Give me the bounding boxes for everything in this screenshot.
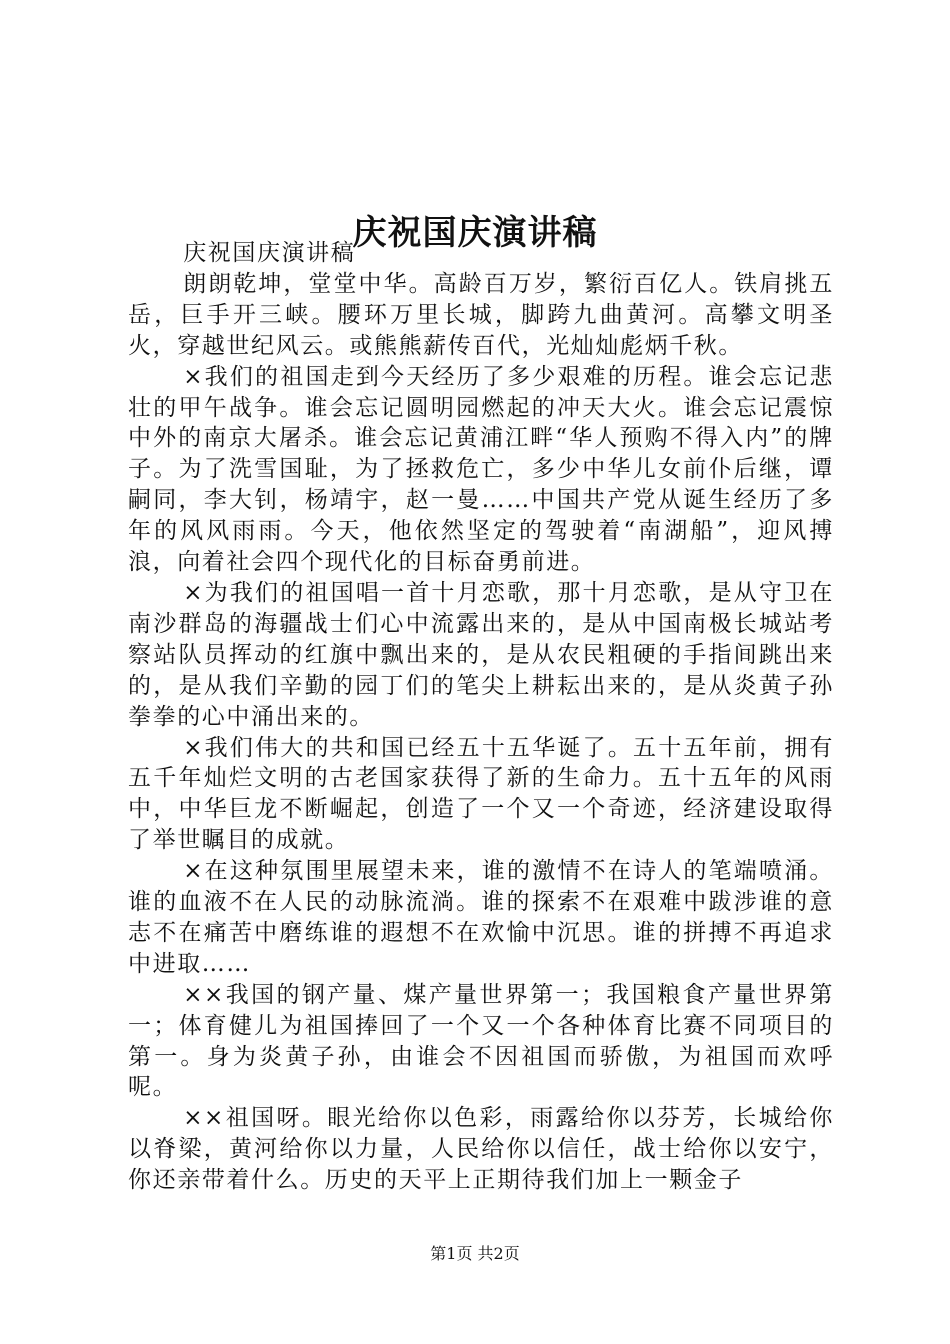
document-title: 庆祝国庆演讲稿 [352, 212, 598, 253]
paragraph: ××我国的钢产量、煤产量世界第一；我国粮食产量世界第一；体育健儿为祖国捧回了一个又一个各种体育比赛不同项目的第一。身为炎黄子孙，由谁会不因祖国而骄傲，为祖国而欢呼呢。 [128, 981, 834, 1101]
paragraph-subtitle: 庆祝国庆演讲稿 [183, 240, 356, 266]
paragraph: ××祖国呀。眼光给你以色彩，雨露给你以芬芳，长城给你以脊梁，黄河给你以力量，人民给你以信任，战士给你以安宁，你还亲带着什么。历史的天平上正期待我们加上一颗金子 [128, 1105, 834, 1194]
paragraph: ×在这种氛围里展望未来，谁的激情不在诗人的笔端喷涌。谁的血液不在人民的动脉流淌。谁的探索不在艰难中跋涉谁的意志不在痛苦中磨练谁的遐想不在欢愉中沉思。谁的拼搏不再追求中进取…… [128, 858, 834, 977]
page-footer: 第1页 共2页 [430, 1244, 520, 1263]
paragraph: ×我们的祖国走到今天经历了多少艰难的历程。谁会忘记悲壮的甲午战争。谁会忘记圆明园燃起的冲天大火。谁会忘记震惊中外的南京大屠杀。谁会忘记黄浦江畔“华人预购不得入内”的牌子。为了洗雪国耻，为了拯救危亡，多少中华儿女前仆后继，谭嗣同，李大钊，杨靖宇，赵一曼……中国共产党从诞生经历了多年的风风雨雨。今天，他依然坚定的驾驶着“南湖船”，迎风搏浪，向着社会四个现代化的目标奋勇前进。 [128, 363, 834, 576]
paragraph: ×为我们的祖国唱一首十月恋歌，那十月恋歌，是从守卫在南沙群岛的海疆战士们心中流露出来的，是从中国南极长城站考察站队员挥动的红旗中飘出来的，是从农民粗硬的手指间跳出来的，是从我们辛勤的园丁们的笔尖上耕耘出来的，是从炎黄子孙拳拳的心中涌出来的。 [128, 579, 834, 730]
paragraph: ×我们伟大的共和国已经五十五华诞了。五十五年前，拥有五千年灿烂文明的古老国家获得了新的生命力。五十五年的风雨中，中华巨龙不断崛起，创造了一个又一个奇迹，经济建设取得了举世瞩目的成就。 [128, 734, 834, 854]
paragraph: 朗朗乾坤，堂堂中华。高龄百万岁，繁衍百亿人。铁肩挑五岳，巨手开三峡。腰环万里长城，脚跨九曲黄河。高攀文明圣火，穿越世纪风云。或熊熊薪传百代，光灿灿彪炳千秋。 [128, 270, 834, 359]
document-body [128, 238, 834, 1196]
